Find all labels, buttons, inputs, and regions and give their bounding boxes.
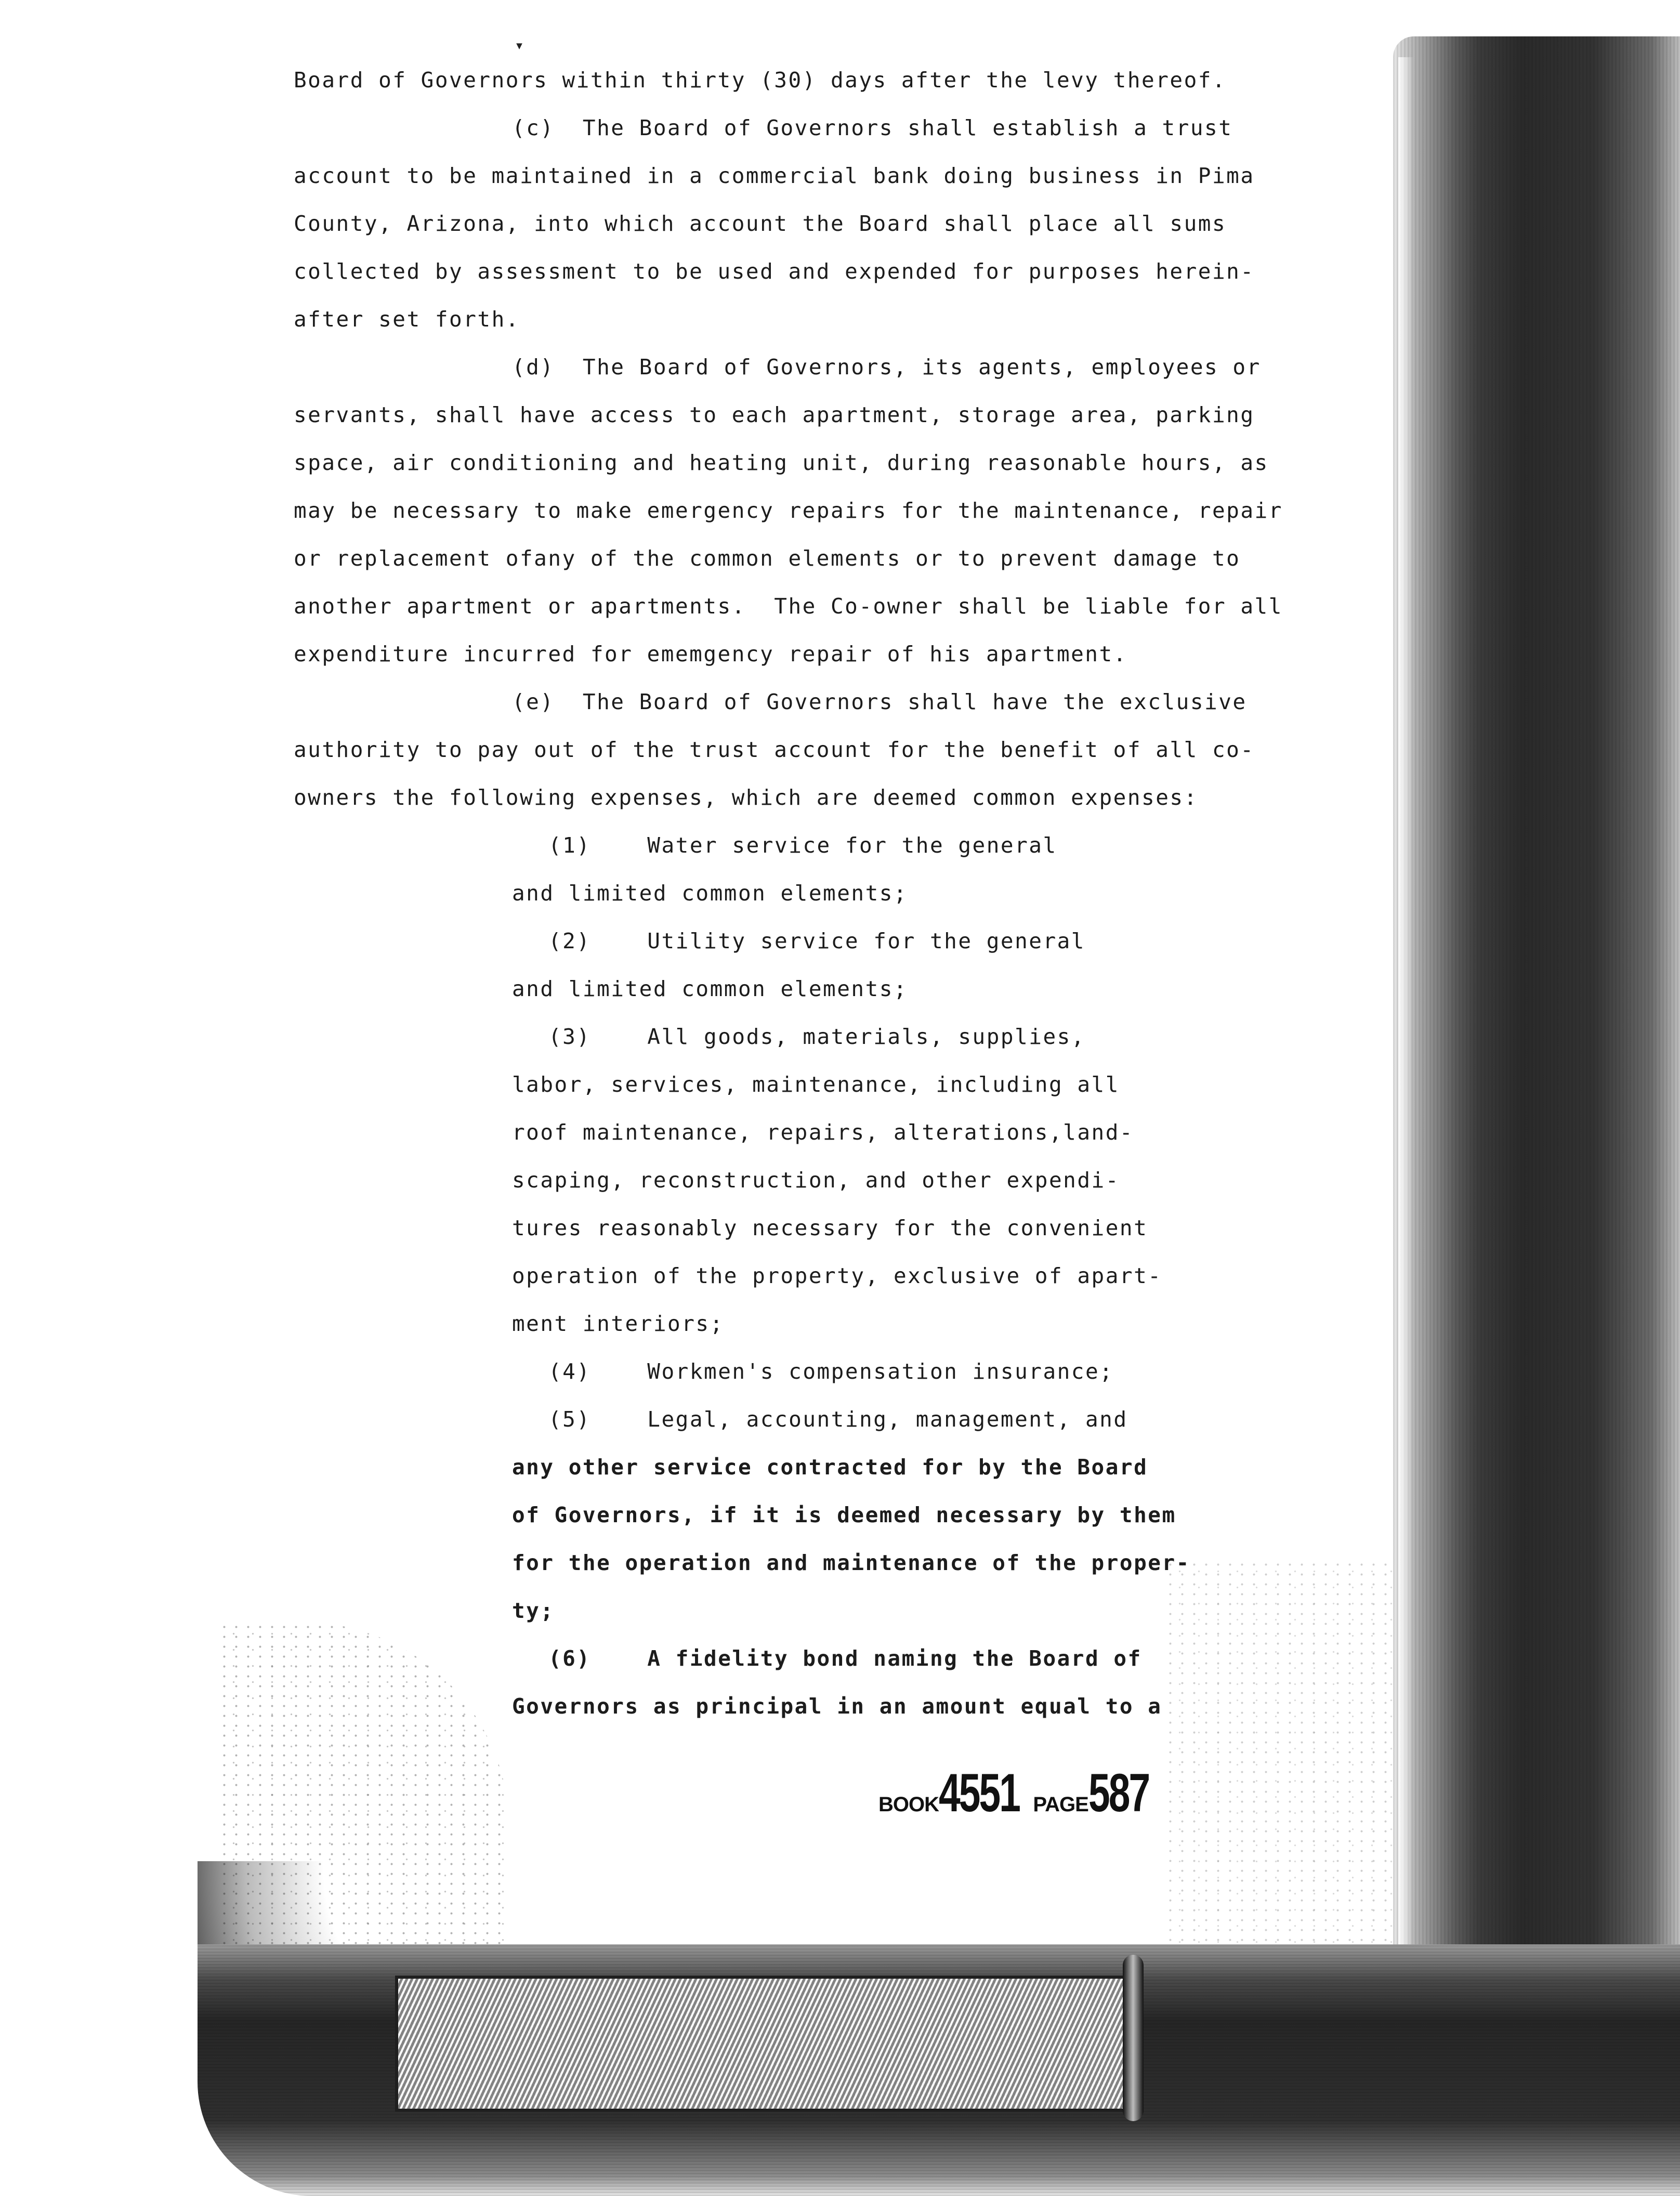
book-number: 4551 bbox=[939, 1763, 1020, 1823]
text-line: space, air conditioning and heating unit, during reasonable hours, as bbox=[294, 450, 1269, 475]
page-label: PAGE bbox=[1033, 1793, 1088, 1816]
text-line: account to be maintained in a commercial bank doing business in Pima bbox=[294, 163, 1255, 188]
text-line: another apartment or apartments. The Co-owner shall be liable for all bbox=[294, 594, 1283, 619]
scan-edge-highlight bbox=[1398, 57, 1414, 1950]
text-line: labor, services, maintenance, including all bbox=[512, 1072, 1120, 1097]
book-label: BOOK bbox=[878, 1793, 939, 1816]
document-body bbox=[294, 56, 1283, 1730]
text-line: tures reasonably necessary for the convenient bbox=[512, 1215, 1148, 1240]
text-line: (5) Legal, accounting, management, and bbox=[548, 1407, 1128, 1432]
text-line: (3) All goods, materials, supplies, bbox=[548, 1024, 1085, 1049]
text-line: (6) A fidelity bond naming the Board of bbox=[548, 1646, 1142, 1671]
text-line: and limited common elements; bbox=[512, 881, 908, 906]
text-line: ty; bbox=[512, 1598, 555, 1623]
page-number: 587 bbox=[1088, 1763, 1149, 1823]
text-line: (c) The Board of Governors shall establish a trust bbox=[512, 115, 1233, 140]
text-line: roof maintenance, repairs, alterations,land- bbox=[512, 1120, 1134, 1145]
text-line: (d) The Board of Governors, its agents, employees or bbox=[512, 355, 1261, 380]
text-line: of Governors, if it is deemed necessary by them bbox=[512, 1502, 1176, 1527]
text-line: (1) Water service for the general bbox=[548, 833, 1057, 858]
text-line: for the operation and maintenance of the proper- bbox=[512, 1550, 1190, 1575]
text-line: Governors as principal in an amount equal to a bbox=[512, 1694, 1162, 1719]
top-mark: ▾ bbox=[515, 36, 524, 55]
text-line: may be necessary to make emergency repairs for the maintenance, repair bbox=[294, 498, 1283, 523]
text-line: (2) Utility service for the general bbox=[548, 929, 1085, 953]
text-line: any other service contracted for by the Board bbox=[512, 1455, 1148, 1480]
text-line: ment interiors; bbox=[512, 1311, 724, 1336]
text-line: authority to pay out of the trust account for the benefit of all co- bbox=[294, 737, 1255, 762]
text-line: operation of the property, exclusive of apart- bbox=[512, 1263, 1162, 1288]
text-line: (e) The Board of Governors shall have the exclusive bbox=[512, 689, 1247, 714]
scan-artifact-panel bbox=[395, 1976, 1139, 2112]
text-line: County, Arizona, into which account the Board shall place all sums bbox=[294, 211, 1227, 236]
book-page-stamp bbox=[878, 1762, 1172, 1824]
text-line: and limited common elements; bbox=[512, 976, 908, 1001]
text-line: servants, shall have access to each apartment, storage area, parking bbox=[294, 402, 1255, 427]
text-line: expenditure incurred for ememgency repair of his apartment. bbox=[294, 642, 1127, 666]
text-line: Board of Governors within thirty (30) days after the levy thereof. bbox=[294, 68, 1227, 93]
text-line: (4) Workmen's compensation insurance; bbox=[548, 1359, 1114, 1384]
scan-artifact-notch bbox=[1123, 1955, 1144, 2121]
text-line: collected by assessment to be used and expended for purposes herein- bbox=[294, 259, 1255, 284]
text-line: scaping, reconstruction, and other expendi- bbox=[512, 1168, 1120, 1193]
scan-shadow-right bbox=[1393, 36, 1680, 1960]
text-line: or replacement ofany of the common elements or to prevent damage to bbox=[294, 546, 1241, 571]
text-line: after set forth. bbox=[294, 307, 520, 332]
text-line: owners the following expenses, which are deemed common expenses: bbox=[294, 785, 1198, 810]
